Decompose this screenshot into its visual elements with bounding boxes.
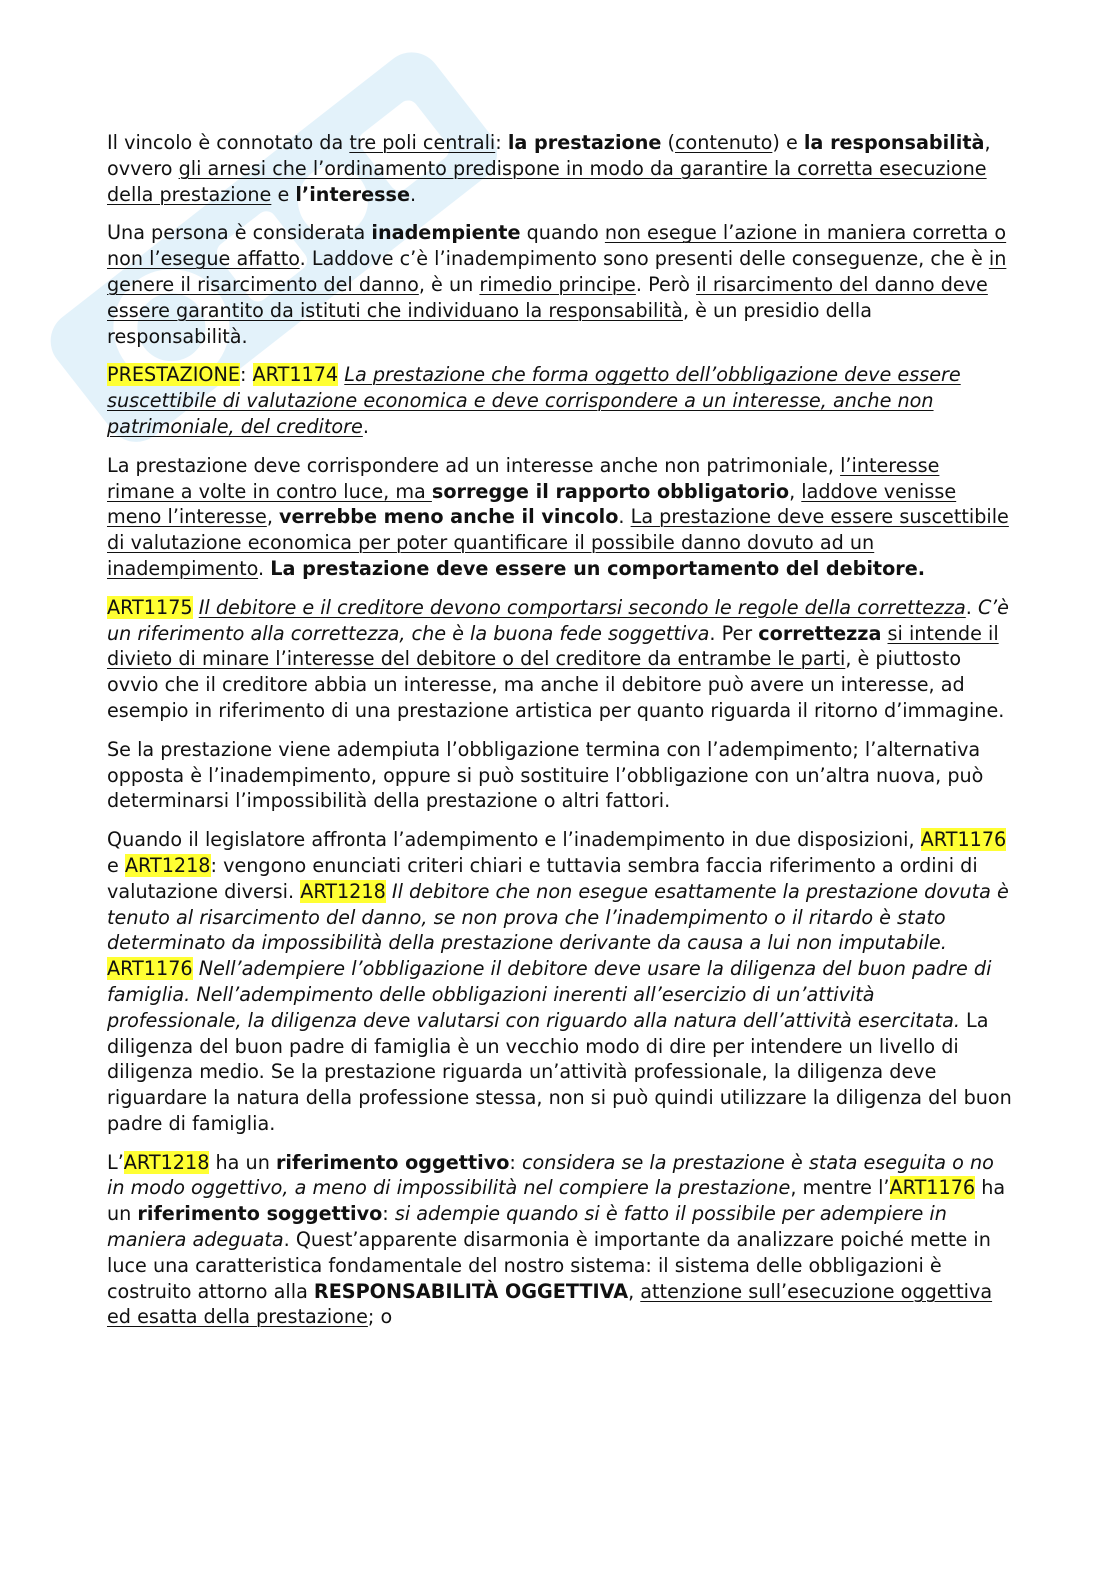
- text-run: la responsabilità: [803, 131, 985, 154]
- text-run: . Però: [635, 272, 697, 296]
- text-run: Il vincolo è connotato da: [107, 131, 350, 154]
- text-run: Se la prestazione viene adempiuta l’obbligazione termina con l’adempimento; l’alternativa opposta è l’inadempimento, oppure si può sostituire l’obbligazione con un’altra nuova, può determinarsi l’impossibilità della prestazione o altri fattori.: [107, 737, 984, 813]
- text-run: . Per: [709, 621, 759, 645]
- text-run: : vengono enunciati criteri chiari e tuttavia sembra faccia riferimento a ordini di valutazione diversi.: [107, 853, 978, 903]
- text-run: L’: [107, 1150, 124, 1174]
- paragraph-p2: [107, 220, 1012, 349]
- paragraph-p1: [107, 130, 1012, 207]
- text-run: La prestazione che forma oggetto dell’obbligazione deve essere suscettibile di valutazione economica e deve corrispondere a un interesse, anche non patrimoniale, del creditore: [107, 363, 961, 438]
- text-run: il risarcimento del danno deve essere garantito da istituti che individuano la responsabilità: [107, 272, 988, 322]
- text-run: ART1218: [300, 879, 386, 903]
- text-run: , è un presidio della responsabilità.: [107, 298, 872, 348]
- text-run: ) e: [772, 131, 804, 154]
- paragraph-p4: [107, 453, 1012, 582]
- text-run: ; o: [367, 1305, 393, 1329]
- text-run: Il debitore che non esegue esattamente la prestazione dovuta è tenuto al risarcimento del danno, se non prova che l’inadempimento o il ritardo è stato determinato da impossibilità della prestazione derivante da causa a lui non imputabile.: [107, 879, 1009, 955]
- text-run: ART1176: [107, 957, 193, 981]
- text-run: . Laddove c’è l’inadempimento sono presenti delle conseguenze, che è: [299, 247, 989, 271]
- text-run: rimedio principe: [479, 272, 636, 296]
- text-run: La prestazione deve essere un comportamento del debitore.: [270, 556, 926, 580]
- text-run: in genere il risarcimento del danno: [107, 247, 1007, 296]
- text-run: si intende il divieto di minare l’interesse del debitore o del creditore da entrambe le parti: [107, 621, 999, 671]
- text-run: .: [409, 182, 417, 206]
- paragraph-p8: [107, 1150, 1012, 1331]
- text-run: . Quest’apparente disarmonia è importante da analizzare poiché mette in luce una caratteristica fondamentale del nostro sistema: il sistema delle obbligazioni è costruito attorno alla: [107, 1228, 991, 1303]
- text-run: ha un: [107, 1176, 1006, 1226]
- text-run: riferimento soggettivo: [137, 1202, 383, 1226]
- text-run: La prestazione deve essere suscettibile di valutazione economica per poter quantificare il possibile danno dovuto ad un inadempimento: [107, 505, 1009, 580]
- text-run: ,: [628, 1279, 641, 1303]
- text-run: .: [618, 505, 631, 529]
- text-run: e: [271, 182, 296, 206]
- text-run: sorregge il rapporto obbligatorio: [431, 479, 790, 503]
- text-run: , mentre l’: [790, 1176, 890, 1200]
- text-run: :: [239, 363, 253, 387]
- text-run: ,: [789, 479, 802, 503]
- text-run: ART1218: [124, 853, 211, 877]
- text-run: quando: [520, 221, 605, 245]
- text-run: considera se la prestazione è stata eseguita o no in modo oggettivo, a meno di impossibilità nel compiere la prestazione: [107, 1150, 994, 1200]
- text-run: inadempiente: [371, 221, 521, 245]
- text-run: La prestazione deve corrispondere ad un interesse anche non patrimoniale,: [107, 453, 841, 477]
- text-run: ART1175: [107, 595, 193, 619]
- text-run: ART1176: [889, 1176, 976, 1200]
- text-run: Nell’adempiere l’obbligazione il debitore deve usare la diligenza del buon padre di famiglia. Nell’adempimento delle obbligazioni inerenti all’esercizio di un’attività professionale, la diligenza deve valutarsi con riguardo alla natura dell’attività esercitata.: [107, 957, 992, 1032]
- text-run: .: [362, 414, 369, 438]
- text-run: :: [382, 1202, 395, 1226]
- text-run: ART1174: [252, 363, 339, 387]
- text-run: ART1176: [920, 828, 1007, 852]
- text-run: ha un: [209, 1150, 276, 1174]
- text-run: contenuto: [674, 131, 773, 154]
- paragraph-p7: [107, 827, 1012, 1137]
- text-run: (: [661, 131, 675, 154]
- text-run: , ovvero: [107, 131, 991, 180]
- paragraph-p6: [107, 737, 1012, 814]
- paragraph-p5: [107, 595, 1012, 724]
- text-run: non esegue l’azione in maniera corretta o non l’esegue affatto: [107, 221, 1007, 271]
- text-run: , è un: [418, 272, 480, 296]
- paragraph-p3: [107, 362, 1012, 439]
- text-run: :: [509, 1150, 522, 1174]
- text-run: Quando il legislatore affronta l’adempimento e l’inadempimento in due disposizioni,: [107, 828, 921, 852]
- text-run: .: [965, 595, 978, 619]
- text-run: , è piuttosto ovvio che il creditore abbia un interesse, ma anche il debitore può avere un interesse, ad esempio in riferimento di una prestazione artistica per quanto riguarda il ritorno d’immagine.: [107, 647, 1005, 722]
- document-body: [107, 130, 1012, 1343]
- text-run: tre poli centrali: [349, 131, 496, 154]
- text-run: e: [107, 853, 125, 877]
- text-run: La diligenza del buon padre di famiglia è un vecchio modo di dire per intendere un livello di diligenza medio. Se la prestazione riguarda un’attività professionale, la diligenza deve riguardare la natura della professione stessa, non si può quindi utilizzare la diligenza del buon padre di famiglia.: [107, 1008, 1012, 1135]
- text-run: laddove venisse meno l’interesse: [107, 479, 957, 529]
- text-run: RESPONSABILITÀ OGGETTIVA: [313, 1279, 629, 1303]
- text-run: attenzione sull’esecuzione oggettiva ed esatta della prestazione: [107, 1279, 993, 1329]
- text-run: ,: [266, 505, 280, 529]
- text-run: l’interesse rimane a volte in contro luce, ma: [107, 453, 940, 503]
- text-run: la prestazione: [507, 131, 662, 154]
- text-run: PRESTAZIONE: [107, 363, 240, 387]
- text-run: Il debitore e il creditore devono comportarsi secondo le regole della correttezza: [198, 595, 966, 619]
- text-run: l’interesse: [295, 182, 410, 206]
- text-run: .: [258, 556, 271, 580]
- text-run: Una persona è considerata: [107, 221, 372, 245]
- text-run: ART1218: [123, 1150, 210, 1174]
- text-run: correttezza: [758, 621, 882, 645]
- text-run: verrebbe meno anche il vincolo: [279, 505, 619, 529]
- text-run: si adempie quando si è fatto il possibile per adempiere in maniera adeguata: [107, 1202, 947, 1252]
- text-run: gli arnesi che l’ordinamento predispone in modo da garantire la corretta esecuzione della prestazione: [107, 156, 987, 206]
- text-run: C’è un riferimento alla correttezza, che è la buona fede soggettiva: [107, 595, 1009, 645]
- text-run: riferimento oggettivo: [275, 1150, 510, 1174]
- text-run: :: [495, 131, 508, 154]
